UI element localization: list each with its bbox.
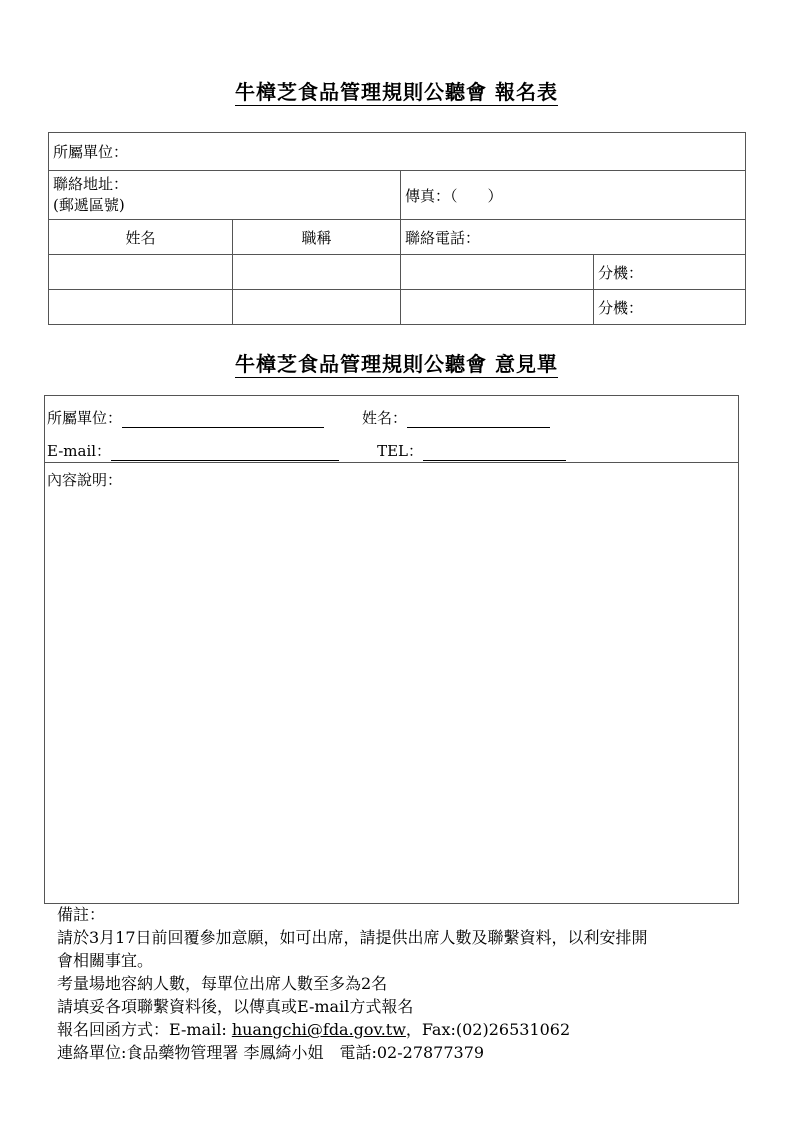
notes-line: 考量場地容納人數，每單位出席人數至多為2名 [57, 974, 388, 993]
opinion-email-label: E-mail： [47, 442, 112, 460]
opinion-email-field[interactable] [111, 443, 339, 461]
unit-label: 所屬單位： [53, 143, 129, 161]
name-header: 姓名 [49, 220, 233, 255]
phone-header: 聯絡電話： [401, 220, 746, 255]
opinion-title-text: 牛樟芝食品管理規則公聽會 意見單 [235, 352, 558, 376]
attendee-extension-cell[interactable] [594, 255, 746, 290]
notes-section [57, 903, 747, 1064]
unit-row [49, 133, 746, 171]
contact-line: 連絡單位:食品藥物管理署 李鳳綺小姐 電話:02-27877379 [57, 1043, 485, 1062]
opinion-divider [45, 462, 738, 463]
opinion-content-label: 內容說明： [47, 471, 123, 489]
registration-title [0, 76, 793, 105]
job-title-header: 職稱 [233, 220, 401, 255]
fax-label: 傳真：（ ） [405, 186, 503, 205]
notes-heading: 備註： [57, 905, 106, 924]
notes-reply-line [57, 1018, 747, 1041]
attendee-row [49, 255, 746, 290]
attendee-title-cell[interactable] [233, 290, 401, 325]
notes-line: 會相關事宜。 [57, 951, 154, 970]
header-row [49, 220, 746, 255]
unit-cell[interactable] [49, 133, 746, 171]
reply-suffix: ，Fax:(02)26531062 [405, 1020, 571, 1039]
attendee-phone-cell[interactable] [401, 290, 594, 325]
reply-prefix: 報名回函方式：E-mail: [57, 1020, 232, 1039]
registration-table [48, 132, 746, 325]
notes-line: 請於3月17日前回覆參加意願，如可出席，請提供出席人數及聯繫資料，以利安排開 [57, 928, 648, 947]
address-row [49, 171, 746, 220]
opinion-tel-label: TEL： [377, 442, 423, 460]
opinion-unit-label: 所屬單位： [47, 409, 123, 427]
registration-title-text: 牛樟芝食品管理規則公聽會 報名表 [235, 80, 558, 104]
extension-label: 分機： [598, 263, 644, 282]
attendee-row [49, 290, 746, 325]
attendee-title-cell[interactable] [233, 255, 401, 290]
postal-code-label: (郵遞區號) [53, 196, 125, 214]
address-cell[interactable] [49, 171, 401, 220]
attendee-extension-cell[interactable] [594, 290, 746, 325]
opinion-form [44, 395, 739, 904]
opinion-name-field[interactable] [407, 410, 550, 428]
attendee-phone-cell[interactable] [401, 255, 594, 290]
opinion-unit-field[interactable] [122, 410, 324, 428]
address-label: 聯絡地址： [53, 175, 129, 193]
fax-cell[interactable] [401, 171, 746, 220]
opinion-tel-field[interactable] [423, 443, 566, 461]
opinion-name-label: 姓名： [362, 409, 408, 427]
extension-label: 分機： [598, 298, 644, 317]
notes-line: 請填妥各項聯繫資料後，以傳真或E-mail方式報名 [57, 997, 414, 1016]
email-link[interactable]: huangchi@fda.gov.tw [231, 1020, 406, 1039]
opinion-email-tel-row [47, 440, 566, 461]
opinion-content-area[interactable] [45, 491, 738, 903]
opinion-title [0, 348, 793, 377]
attendee-name-cell[interactable] [49, 255, 233, 290]
opinion-unit-name-row [47, 407, 550, 428]
attendee-name-cell[interactable] [49, 290, 233, 325]
